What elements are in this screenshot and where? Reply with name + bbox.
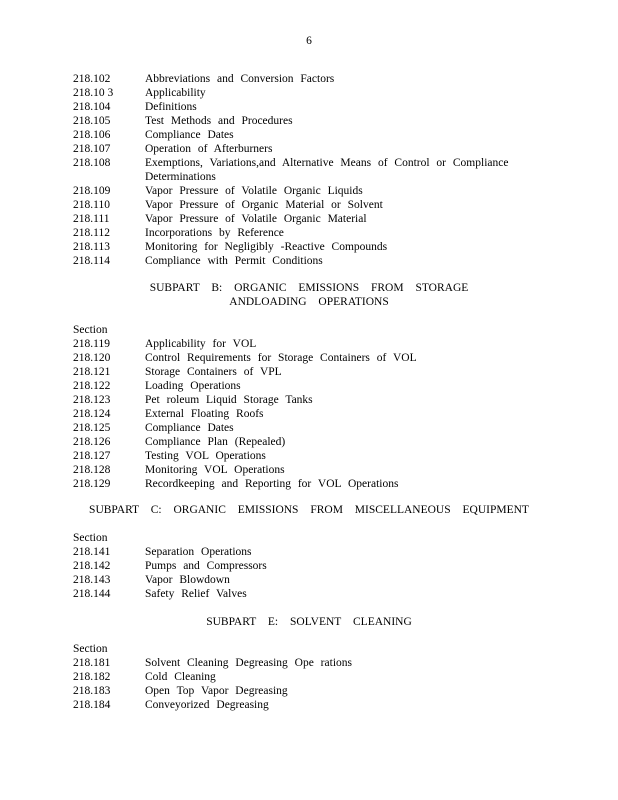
section-title: Compliance Dates (145, 422, 234, 434)
section-title: Recordkeeping and Reporting for VOL Operations (145, 478, 399, 490)
section-number: 218.183 (73, 685, 111, 697)
section-row (73, 212, 533, 226)
section-row (73, 337, 533, 351)
subpart-e-section-list (73, 642, 533, 712)
section-title: Operation of Afterburners (145, 143, 273, 155)
section-title: Loading Operations (145, 380, 241, 392)
section-row (73, 351, 533, 365)
section-row (73, 684, 533, 698)
section-title: Control Requirements for Storage Containers of VOL (145, 352, 417, 364)
subpart-b-heading-line1: SUBPART B: ORGANIC EMISSIONS FROM STORAGE (149, 282, 469, 294)
section-number: 218.120 (73, 352, 111, 364)
section-row (73, 435, 533, 449)
subpart-c-section-list (73, 531, 533, 601)
section-row (73, 142, 533, 156)
subpart-b-section-list (73, 323, 533, 491)
section-number: 218.107 (73, 143, 111, 155)
subpart-e-items (73, 656, 533, 712)
section-number: 218.123 (73, 394, 111, 406)
section-number: 218.121 (73, 366, 111, 378)
section-title: Pumps and Compressors (145, 560, 267, 572)
section-number: 218.108 (73, 157, 111, 169)
page-number: 6 (306, 35, 312, 47)
section-row (73, 463, 533, 477)
section-row (73, 477, 533, 491)
section-row (73, 254, 533, 268)
section-number: 218.106 (73, 129, 111, 141)
section-title: Monitoring VOL Operations (145, 464, 285, 476)
section-row (73, 587, 533, 601)
section-title-continuation: Determinations (145, 171, 216, 183)
section-row (73, 559, 533, 573)
section-number: 218.111 (73, 213, 110, 225)
section-row (73, 86, 533, 100)
section-number: 218.109 (73, 185, 111, 197)
section-row (73, 100, 533, 114)
section-row (73, 407, 533, 421)
section-row (73, 698, 533, 712)
section-number: 218.143 (73, 574, 111, 586)
section-label: Section (73, 643, 108, 655)
section-title: Test Methods and Procedures (145, 115, 293, 127)
section-title: Compliance Plan (Repealed) (145, 436, 286, 448)
section-row (73, 421, 533, 435)
section-number: 218.144 (73, 588, 111, 600)
section-number: 218.122 (73, 380, 111, 392)
section-title: Monitoring for Negligibly -Reactive Compounds (145, 241, 388, 253)
section-row (73, 449, 533, 463)
section-title: Vapor Pressure of Volatile Organic Material (145, 213, 367, 225)
section-title: Applicability (145, 87, 206, 99)
section-title: Definitions (145, 101, 197, 113)
section-title: Storage Containers of VPL (145, 366, 282, 378)
section-row-continuation (73, 170, 533, 184)
section-row (73, 656, 533, 670)
section-row (73, 573, 533, 587)
subpart-b-heading-line2: ANDLOADING OPERATIONS (229, 296, 389, 308)
section-title: Compliance with Permit Conditions (145, 255, 323, 267)
section-number: 218.181 (73, 657, 111, 669)
section-number: 218.104 (73, 101, 111, 113)
section-label: Section (73, 532, 108, 544)
section-number: 218.124 (73, 408, 111, 420)
section-title: Safety Relief Valves (145, 588, 247, 600)
section-number: 218.127 (73, 450, 111, 462)
section-number: 218.113 (73, 241, 110, 253)
section-row (73, 184, 533, 198)
section-row (73, 670, 533, 684)
section-row (73, 393, 533, 407)
subpart-c-heading: SUBPART C: ORGANIC EMISSIONS FROM MISCELLANEOUS EQUIPMENT (89, 504, 529, 516)
section-number: 218.182 (73, 671, 111, 683)
general-section-list (73, 72, 533, 268)
section-number: 218.119 (73, 338, 110, 350)
section-title: Vapor Pressure of Organic Material or Solvent (145, 199, 383, 211)
section-number: 218.142 (73, 560, 111, 572)
section-number: 218.184 (73, 699, 111, 711)
section-row (73, 72, 533, 86)
section-title: Cold Cleaning (145, 671, 216, 683)
subpart-c-items (73, 545, 533, 601)
section-row (73, 379, 533, 393)
section-title: Solvent Cleaning Degreasing Ope rations (145, 657, 352, 669)
section-number: 218.112 (73, 227, 110, 239)
section-title: Compliance Dates (145, 129, 234, 141)
section-row (73, 114, 533, 128)
section-title: Abbreviations and Conversion Factors (145, 73, 335, 85)
subpart-b-items (73, 337, 533, 491)
section-row (73, 545, 533, 559)
section-number: 218.105 (73, 115, 111, 127)
section-row (73, 365, 533, 379)
section-title: Separation Operations (145, 546, 252, 558)
section-title: Conveyorized Degreasing (145, 699, 269, 711)
subpart-e-heading: SUBPART E: SOLVENT CLEANING (206, 616, 412, 628)
section-title: Pet roleum Liquid Storage Tanks (145, 394, 313, 406)
section-title: Applicability for VOL (145, 338, 257, 350)
section-number: 218.10 3 (73, 87, 114, 99)
section-title: Vapor Blowdown (145, 574, 230, 586)
section-number: 218.125 (73, 422, 111, 434)
section-label: Section (73, 324, 108, 336)
section-title: Exemptions, Variations,and Alternative Means of Control or Compliance (145, 157, 509, 169)
section-number: 218.129 (73, 478, 111, 490)
section-number: 218.114 (73, 255, 110, 267)
section-number: 218.110 (73, 199, 110, 211)
section-number: 218.128 (73, 464, 111, 476)
section-row (73, 128, 533, 142)
section-number: 218.141 (73, 546, 111, 558)
section-row (73, 240, 533, 254)
section-title: Testing VOL Operations (145, 450, 266, 462)
section-number: 218.126 (73, 436, 111, 448)
section-title: External Floating Roofs (145, 408, 264, 420)
section-row (73, 198, 533, 212)
section-title: Vapor Pressure of Volatile Organic Liquids (145, 185, 363, 197)
section-row (73, 156, 533, 170)
section-title: Incorporations by Reference (145, 227, 284, 239)
section-number: 218.102 (73, 73, 111, 85)
section-row (73, 226, 533, 240)
section-title: Open Top Vapor Degreasing (145, 685, 288, 697)
